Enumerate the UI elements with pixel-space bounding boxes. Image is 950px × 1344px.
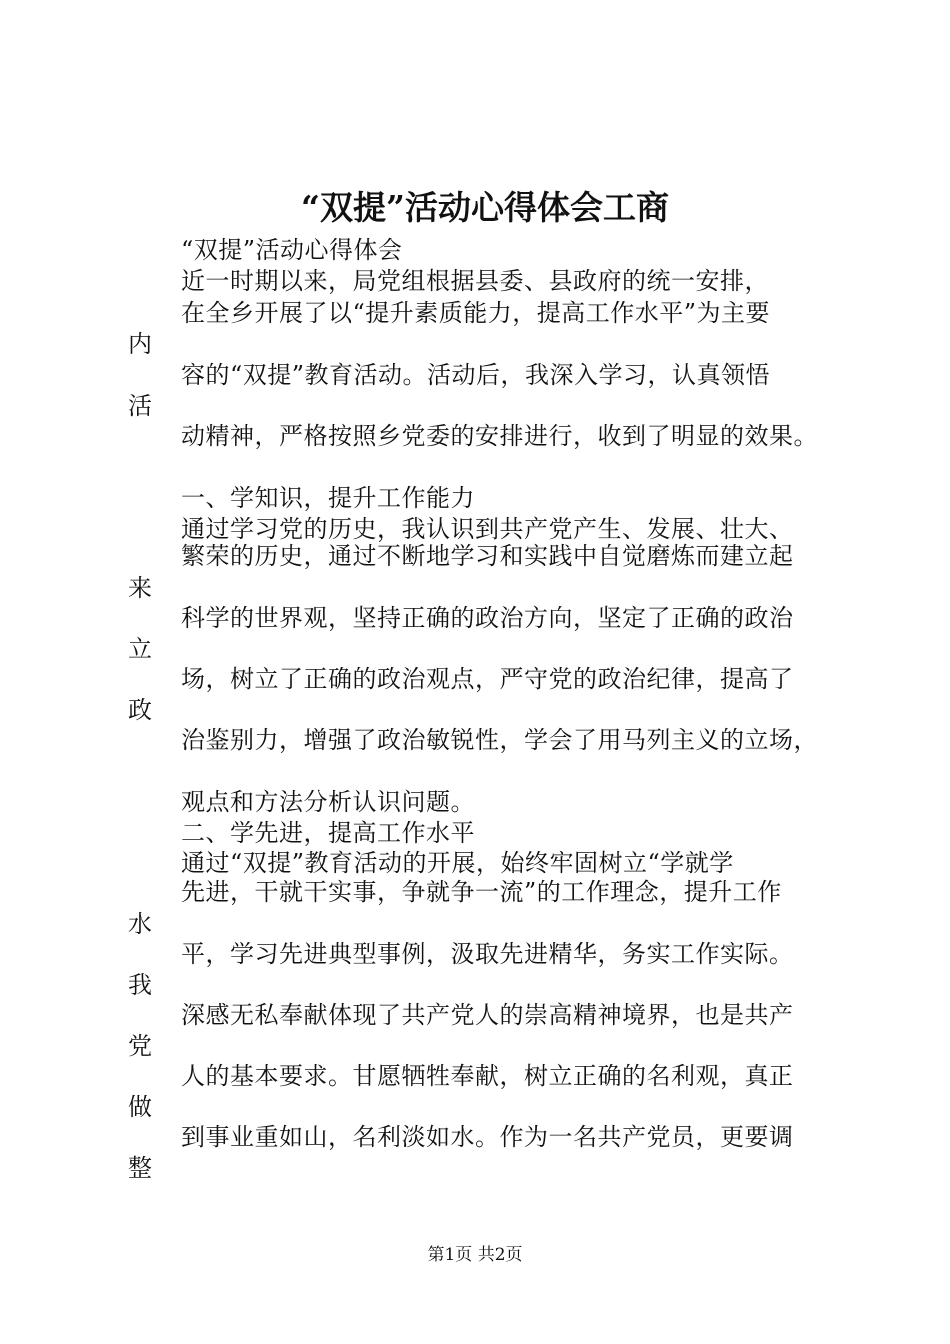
margin-char: 党 xyxy=(128,1032,152,1060)
margin-char: 做 xyxy=(128,1093,152,1121)
body-line: 繁荣的历史，通过不断地学习和实践中自觉磨炼而建立起 xyxy=(181,542,794,570)
margin-char: 政 xyxy=(128,696,152,724)
margin-char: 整 xyxy=(128,1154,152,1182)
body-line: 治鉴别力，增强了政治敏锐性，学会了用马列主义的立场， xyxy=(181,726,818,754)
body-line: 先进，干就干实事，争就争一流”的工作理念，提升工作 xyxy=(181,878,782,906)
body-line: 人的基本要求。甘愿牺牲奉献，树立正确的名利观，真正 xyxy=(181,1062,794,1090)
body-line: 通过“双提”教育活动的开展，始终牢固树立“学就学 xyxy=(181,849,734,877)
body-line: 观点和方法分析认识问题。 xyxy=(181,788,475,816)
margin-char: 水 xyxy=(128,910,152,938)
margin-char: 立 xyxy=(128,635,152,663)
body-line: 容的“双提”教育活动。活动后，我深入学习，认真领悟 xyxy=(181,361,771,389)
body-line: 通过学习党的历史，我认识到共产党产生、发展、壮大、 xyxy=(181,515,794,543)
margin-char: 内 xyxy=(128,330,152,358)
body-line-subtitle: “双提”活动心得体会 xyxy=(181,236,403,264)
document-title: “双提”活动心得体会工商 xyxy=(301,188,669,227)
page-indicator: 第1页 共2页 xyxy=(427,1245,523,1265)
body-line: 动精神，严格按照乡党委的安排进行，收到了明显的效果。 xyxy=(181,422,818,450)
body-line: 在全乡开展了以“提升素质能力，提高工作水平”为主要 xyxy=(181,299,771,327)
body-line: 到事业重如山，名利淡如水。作为一名共产党员，更要调 xyxy=(181,1123,794,1151)
body-line: 科学的世界观，坚持正确的政治方向，坚定了正确的政治 xyxy=(181,604,794,632)
body-line: 平，学习先进典型事例，汲取先进精华，务实工作实际。 xyxy=(181,940,794,968)
margin-char: 我 xyxy=(128,971,152,999)
body-line: 近一时期以来，局党组根据县委、县政府的统一安排， xyxy=(181,267,769,295)
body-line: 深感无私奉献体现了共产党人的崇高精神境界，也是共产 xyxy=(181,1001,794,1029)
section-heading: 二、学先进，提高工作水平 xyxy=(181,819,475,847)
margin-char: 来 xyxy=(128,574,152,602)
body-line: 场，树立了正确的政治观点，严守党的政治纪律，提高了 xyxy=(181,665,794,693)
section-heading: 一、学知识，提升工作能力 xyxy=(181,484,475,512)
margin-char: 活 xyxy=(128,392,152,420)
